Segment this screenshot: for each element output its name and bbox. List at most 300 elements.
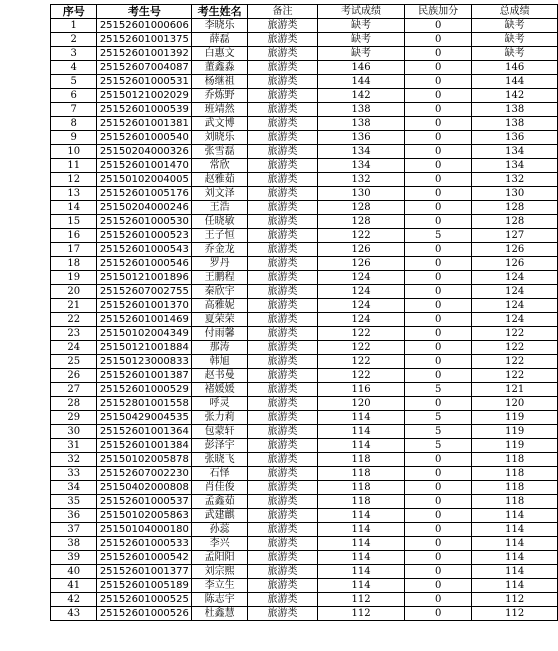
student-name-cell: 乔炼野	[192, 89, 248, 103]
total-score-cell: 124	[472, 271, 558, 285]
total-score-cell: 114	[472, 565, 558, 579]
note-cell: 旅游类	[248, 369, 318, 383]
ethnic-bonus-cell: 0	[404, 467, 471, 481]
exam-id-cell: 25150204000246	[97, 201, 192, 215]
note-cell: 旅游类	[248, 495, 318, 509]
note-cell: 旅游类	[248, 383, 318, 397]
row-index-cell: 42	[51, 593, 97, 607]
row-index-cell: 37	[51, 523, 97, 537]
row-index-cell: 10	[51, 145, 97, 159]
note-cell: 旅游类	[248, 117, 318, 131]
note-cell: 旅游类	[248, 271, 318, 285]
total-score-cell: 118	[472, 495, 558, 509]
total-score-cell: 119	[472, 425, 558, 439]
note-cell: 旅游类	[248, 243, 318, 257]
row-index-cell: 20	[51, 285, 97, 299]
table-row	[51, 593, 558, 607]
exam-id-cell: 25152607004087	[97, 61, 192, 75]
total-score-cell: 114	[472, 537, 558, 551]
ethnic-bonus-cell: 0	[404, 313, 471, 327]
row-index-cell: 6	[51, 89, 97, 103]
ethnic-bonus-cell: 0	[404, 481, 471, 495]
student-name-cell: 李晓乐	[192, 19, 248, 33]
table-body	[51, 19, 558, 621]
note-cell: 旅游类	[248, 285, 318, 299]
table-row	[51, 607, 558, 621]
table-row	[51, 579, 558, 593]
exam-id-cell: 25150102005863	[97, 509, 192, 523]
exam-id-cell: 25150204000326	[97, 145, 192, 159]
ethnic-bonus-cell: 0	[404, 201, 471, 215]
row-index-cell: 19	[51, 271, 97, 285]
table-row	[51, 397, 558, 411]
table-row	[51, 117, 558, 131]
note-cell: 旅游类	[248, 313, 318, 327]
ethnic-bonus-cell: 0	[404, 131, 471, 145]
row-index-cell: 31	[51, 439, 97, 453]
ethnic-bonus-cell: 5	[404, 439, 471, 453]
total-score-cell: 146	[472, 61, 558, 75]
exam-id-cell: 25152601000529	[97, 383, 192, 397]
exam-id-cell: 25152601000606	[97, 19, 192, 33]
exam-score-cell: 114	[318, 551, 405, 565]
header-row	[51, 5, 558, 19]
exam-score-cell: 缺考	[318, 19, 405, 33]
student-name-cell: 高雅妮	[192, 299, 248, 313]
row-index-cell: 1	[51, 19, 97, 33]
ethnic-bonus-cell: 0	[404, 579, 471, 593]
exam-id-cell: 25152601000537	[97, 495, 192, 509]
header-name: 考生姓名	[192, 5, 248, 19]
student-name-cell: 王鹏程	[192, 271, 248, 285]
exam-score-cell: 122	[318, 341, 405, 355]
row-index-cell: 39	[51, 551, 97, 565]
student-name-cell: 张雪磊	[192, 145, 248, 159]
student-name-cell: 孙蕊	[192, 523, 248, 537]
ethnic-bonus-cell: 0	[404, 509, 471, 523]
student-name-cell: 韩旭	[192, 355, 248, 369]
total-score-cell: 114	[472, 509, 558, 523]
exam-id-cell: 25152607002230	[97, 467, 192, 481]
ethnic-bonus-cell: 0	[404, 593, 471, 607]
student-name-cell: 刘宗熙	[192, 565, 248, 579]
exam-score-cell: 136	[318, 131, 405, 145]
exam-id-cell: 25152601005176	[97, 187, 192, 201]
exam-id-cell: 25152601001370	[97, 299, 192, 313]
note-cell: 旅游类	[248, 411, 318, 425]
note-cell: 旅游类	[248, 61, 318, 75]
exam-id-cell: 25152601000542	[97, 551, 192, 565]
exam-score-cell: 122	[318, 229, 405, 243]
exam-id-cell: 25152601001469	[97, 313, 192, 327]
ethnic-bonus-cell: 0	[404, 537, 471, 551]
table-row	[51, 201, 558, 215]
total-score-cell: 119	[472, 439, 558, 453]
exam-id-cell: 25152601001375	[97, 33, 192, 47]
ethnic-bonus-cell: 0	[404, 103, 471, 117]
note-cell: 旅游类	[248, 75, 318, 89]
table-row	[51, 369, 558, 383]
table-row	[51, 19, 558, 33]
student-name-cell: 班靖然	[192, 103, 248, 117]
row-index-cell: 24	[51, 341, 97, 355]
total-score-cell: 120	[472, 397, 558, 411]
exam-score-cell: 146	[318, 61, 405, 75]
exam-score-cell: 缺考	[318, 47, 405, 61]
student-name-cell: 李兴	[192, 537, 248, 551]
row-index-cell: 4	[51, 61, 97, 75]
row-index-cell: 29	[51, 411, 97, 425]
ethnic-bonus-cell: 0	[404, 355, 471, 369]
total-score-cell: 134	[472, 145, 558, 159]
student-name-cell: 孟阳阳	[192, 551, 248, 565]
total-score-cell: 132	[472, 173, 558, 187]
note-cell: 旅游类	[248, 481, 318, 495]
row-index-cell: 15	[51, 215, 97, 229]
note-cell: 旅游类	[248, 131, 318, 145]
note-cell: 旅游类	[248, 551, 318, 565]
student-name-cell: 彭泽宇	[192, 439, 248, 453]
exam-id-cell: 25152607002755	[97, 285, 192, 299]
row-index-cell: 7	[51, 103, 97, 117]
ethnic-bonus-cell: 0	[404, 47, 471, 61]
exam-id-cell: 25150102004349	[97, 327, 192, 341]
total-score-cell: 缺考	[472, 19, 558, 33]
total-score-cell: 114	[472, 551, 558, 565]
ethnic-bonus-cell: 0	[404, 271, 471, 285]
row-index-cell: 23	[51, 327, 97, 341]
exam-id-cell: 25150121002029	[97, 89, 192, 103]
total-score-cell: 127	[472, 229, 558, 243]
total-score-cell: 118	[472, 453, 558, 467]
exam-score-cell: 114	[318, 411, 405, 425]
table-row	[51, 173, 558, 187]
ethnic-bonus-cell: 0	[404, 565, 471, 579]
exam-score-cell: 122	[318, 369, 405, 383]
row-index-cell: 32	[51, 453, 97, 467]
exam-id-cell: 25152601000540	[97, 131, 192, 145]
student-name-cell: 薛磊	[192, 33, 248, 47]
student-name-cell: 张晓飞	[192, 453, 248, 467]
exam-score-cell: 122	[318, 327, 405, 341]
table-row	[51, 89, 558, 103]
ethnic-bonus-cell: 0	[404, 495, 471, 509]
row-index-cell: 28	[51, 397, 97, 411]
ethnic-bonus-cell: 5	[404, 229, 471, 243]
row-index-cell: 27	[51, 383, 97, 397]
exam-score-cell: 126	[318, 243, 405, 257]
ethnic-bonus-cell: 0	[404, 173, 471, 187]
row-index-cell: 13	[51, 187, 97, 201]
exam-score-cell: 124	[318, 313, 405, 327]
exam-id-cell: 25150121001896	[97, 271, 192, 285]
exam-score-cell: 114	[318, 439, 405, 453]
row-index-cell: 17	[51, 243, 97, 257]
table-row	[51, 215, 558, 229]
header-exam-score: 考试成绩	[318, 5, 405, 19]
student-name-cell: 那涛	[192, 341, 248, 355]
exam-score-cell: 114	[318, 537, 405, 551]
ethnic-bonus-cell: 0	[404, 341, 471, 355]
row-index-cell: 41	[51, 579, 97, 593]
student-name-cell: 夏荣荣	[192, 313, 248, 327]
note-cell: 旅游类	[248, 341, 318, 355]
total-score-cell: 121	[472, 383, 558, 397]
note-cell: 旅游类	[248, 33, 318, 47]
total-score-cell: 122	[472, 355, 558, 369]
row-index-cell: 33	[51, 467, 97, 481]
note-cell: 旅游类	[248, 229, 318, 243]
ethnic-bonus-cell: 0	[404, 61, 471, 75]
row-index-cell: 35	[51, 495, 97, 509]
exam-id-cell: 25152601000533	[97, 537, 192, 551]
row-index-cell: 11	[51, 159, 97, 173]
table-row	[51, 453, 558, 467]
exam-score-cell: 132	[318, 173, 405, 187]
student-name-cell: 赵雅茹	[192, 173, 248, 187]
row-index-cell: 8	[51, 117, 97, 131]
ethnic-bonus-cell: 0	[404, 369, 471, 383]
note-cell: 旅游类	[248, 201, 318, 215]
row-index-cell: 38	[51, 537, 97, 551]
table-row	[51, 439, 558, 453]
header-exam-id: 考生号	[97, 5, 192, 19]
table-row	[51, 327, 558, 341]
table-row	[51, 481, 558, 495]
student-name-cell: 武建麒	[192, 509, 248, 523]
note-cell: 旅游类	[248, 19, 318, 33]
note-cell: 旅游类	[248, 593, 318, 607]
table-row	[51, 257, 558, 271]
note-cell: 旅游类	[248, 439, 318, 453]
table-row	[51, 299, 558, 313]
ethnic-bonus-cell: 0	[404, 257, 471, 271]
exam-id-cell: 25152601000543	[97, 243, 192, 257]
exam-id-cell: 25150429004535	[97, 411, 192, 425]
student-name-cell: 石怿	[192, 467, 248, 481]
total-score-cell: 122	[472, 327, 558, 341]
total-score-cell: 124	[472, 285, 558, 299]
total-score-cell: 114	[472, 523, 558, 537]
table-row	[51, 551, 558, 565]
total-score-cell: 136	[472, 131, 558, 145]
header-index: 序号	[51, 5, 97, 19]
ethnic-bonus-cell: 5	[404, 411, 471, 425]
total-score-cell: 112	[472, 607, 558, 621]
total-score-cell: 112	[472, 593, 558, 607]
total-score-cell: 130	[472, 187, 558, 201]
row-index-cell: 18	[51, 257, 97, 271]
exam-id-cell: 25152601000526	[97, 607, 192, 621]
exam-score-cell: 134	[318, 159, 405, 173]
note-cell: 旅游类	[248, 537, 318, 551]
exam-score-cell: 112	[318, 607, 405, 621]
exam-score-cell: 118	[318, 481, 405, 495]
note-cell: 旅游类	[248, 47, 318, 61]
table-row	[51, 495, 558, 509]
student-name-cell: 白惠文	[192, 47, 248, 61]
table-row	[51, 243, 558, 257]
ethnic-bonus-cell: 0	[404, 285, 471, 299]
exam-score-cell: 124	[318, 285, 405, 299]
ethnic-bonus-cell: 0	[404, 523, 471, 537]
exam-id-cell: 25150102005878	[97, 453, 192, 467]
total-score-cell: 144	[472, 75, 558, 89]
row-index-cell: 12	[51, 173, 97, 187]
exam-id-cell: 25152601000523	[97, 229, 192, 243]
note-cell: 旅游类	[248, 173, 318, 187]
ethnic-bonus-cell: 0	[404, 453, 471, 467]
exam-score-cell: 118	[318, 467, 405, 481]
table-row	[51, 523, 558, 537]
exam-id-cell: 25152601001384	[97, 439, 192, 453]
student-name-cell: 李立生	[192, 579, 248, 593]
exam-score-cell: 144	[318, 75, 405, 89]
exam-id-cell: 25150402000808	[97, 481, 192, 495]
total-score-cell: 128	[472, 201, 558, 215]
ethnic-bonus-cell: 0	[404, 159, 471, 173]
note-cell: 旅游类	[248, 103, 318, 117]
student-name-cell: 秦欣宇	[192, 285, 248, 299]
ethnic-bonus-cell: 0	[404, 607, 471, 621]
exam-id-cell: 25150123000833	[97, 355, 192, 369]
header-total-score: 总成绩	[472, 5, 558, 19]
note-cell: 旅游类	[248, 327, 318, 341]
ethnic-bonus-cell: 0	[404, 397, 471, 411]
total-score-cell: 缺考	[472, 47, 558, 61]
table-row	[51, 509, 558, 523]
exam-id-cell: 25152801001558	[97, 397, 192, 411]
exam-score-cell: 134	[318, 145, 405, 159]
total-score-cell: 126	[472, 243, 558, 257]
student-name-cell: 乔金龙	[192, 243, 248, 257]
total-score-cell: 138	[472, 103, 558, 117]
student-name-cell: 常欣	[192, 159, 248, 173]
note-cell: 旅游类	[248, 215, 318, 229]
note-cell: 旅游类	[248, 523, 318, 537]
exam-score-cell: 122	[318, 355, 405, 369]
total-score-cell: 122	[472, 341, 558, 355]
exam-score-cell: 112	[318, 593, 405, 607]
exam-score-cell: 128	[318, 215, 405, 229]
ethnic-bonus-cell: 0	[404, 33, 471, 47]
table-row	[51, 145, 558, 159]
row-index-cell: 22	[51, 313, 97, 327]
student-name-cell: 陈志宇	[192, 593, 248, 607]
exam-score-cell: 126	[318, 257, 405, 271]
ethnic-bonus-cell: 0	[404, 215, 471, 229]
total-score-cell: 142	[472, 89, 558, 103]
exam-id-cell: 25152601001381	[97, 117, 192, 131]
exam-score-cell: 114	[318, 425, 405, 439]
total-score-cell: 138	[472, 117, 558, 131]
table-row	[51, 187, 558, 201]
exam-score-cell: 130	[318, 187, 405, 201]
exam-id-cell: 25152601000531	[97, 75, 192, 89]
total-score-cell: 134	[472, 159, 558, 173]
student-name-cell: 杨继祖	[192, 75, 248, 89]
table-row	[51, 285, 558, 299]
row-index-cell: 16	[51, 229, 97, 243]
exam-id-cell: 25150102004005	[97, 173, 192, 187]
exam-score-cell: 116	[318, 383, 405, 397]
note-cell: 旅游类	[248, 89, 318, 103]
note-cell: 旅游类	[248, 607, 318, 621]
table-row	[51, 75, 558, 89]
note-cell: 旅游类	[248, 509, 318, 523]
ethnic-bonus-cell: 0	[404, 145, 471, 159]
exam-id-cell: 25152601000530	[97, 215, 192, 229]
row-index-cell: 30	[51, 425, 97, 439]
ethnic-bonus-cell: 0	[404, 327, 471, 341]
table-row	[51, 313, 558, 327]
student-name-cell: 罗丹	[192, 257, 248, 271]
table-row	[51, 565, 558, 579]
exam-id-cell: 25152601001387	[97, 369, 192, 383]
exam-score-cell: 120	[318, 397, 405, 411]
exam-id-cell: 25152601001392	[97, 47, 192, 61]
table-row	[51, 425, 558, 439]
student-name-cell: 王浩	[192, 201, 248, 215]
ethnic-bonus-cell: 0	[404, 117, 471, 131]
exam-score-cell: 138	[318, 117, 405, 131]
exam-score-cell: 缺考	[318, 33, 405, 47]
table-row	[51, 103, 558, 117]
row-index-cell: 9	[51, 131, 97, 145]
student-name-cell: 刘晓乐	[192, 131, 248, 145]
ethnic-bonus-cell: 0	[404, 243, 471, 257]
exam-score-cell: 138	[318, 103, 405, 117]
table-row	[51, 159, 558, 173]
exam-score-cell: 124	[318, 271, 405, 285]
total-score-cell: 119	[472, 411, 558, 425]
total-score-cell: 128	[472, 215, 558, 229]
exam-score-cell: 114	[318, 523, 405, 537]
note-cell: 旅游类	[248, 565, 318, 579]
ethnic-bonus-cell: 5	[404, 383, 471, 397]
row-index-cell: 5	[51, 75, 97, 89]
exam-score-cell: 142	[318, 89, 405, 103]
row-index-cell: 21	[51, 299, 97, 313]
row-index-cell: 26	[51, 369, 97, 383]
note-cell: 旅游类	[248, 467, 318, 481]
note-cell: 旅游类	[248, 257, 318, 271]
total-score-cell: 缺考	[472, 33, 558, 47]
table-row	[51, 467, 558, 481]
score-table	[50, 4, 558, 621]
ethnic-bonus-cell: 0	[404, 187, 471, 201]
student-name-cell: 王子恒	[192, 229, 248, 243]
total-score-cell: 114	[472, 579, 558, 593]
table-row	[51, 33, 558, 47]
row-index-cell: 25	[51, 355, 97, 369]
exam-id-cell: 25152601000546	[97, 257, 192, 271]
exam-id-cell: 25150121001884	[97, 341, 192, 355]
table-row	[51, 537, 558, 551]
note-cell: 旅游类	[248, 425, 318, 439]
total-score-cell: 118	[472, 467, 558, 481]
student-name-cell: 付雨馨	[192, 327, 248, 341]
ethnic-bonus-cell: 0	[404, 551, 471, 565]
table-row	[51, 131, 558, 145]
ethnic-bonus-cell: 0	[404, 89, 471, 103]
student-name-cell: 刘文泽	[192, 187, 248, 201]
table-row	[51, 271, 558, 285]
exam-score-cell: 114	[318, 509, 405, 523]
row-index-cell: 14	[51, 201, 97, 215]
table-row	[51, 61, 558, 75]
row-index-cell: 36	[51, 509, 97, 523]
